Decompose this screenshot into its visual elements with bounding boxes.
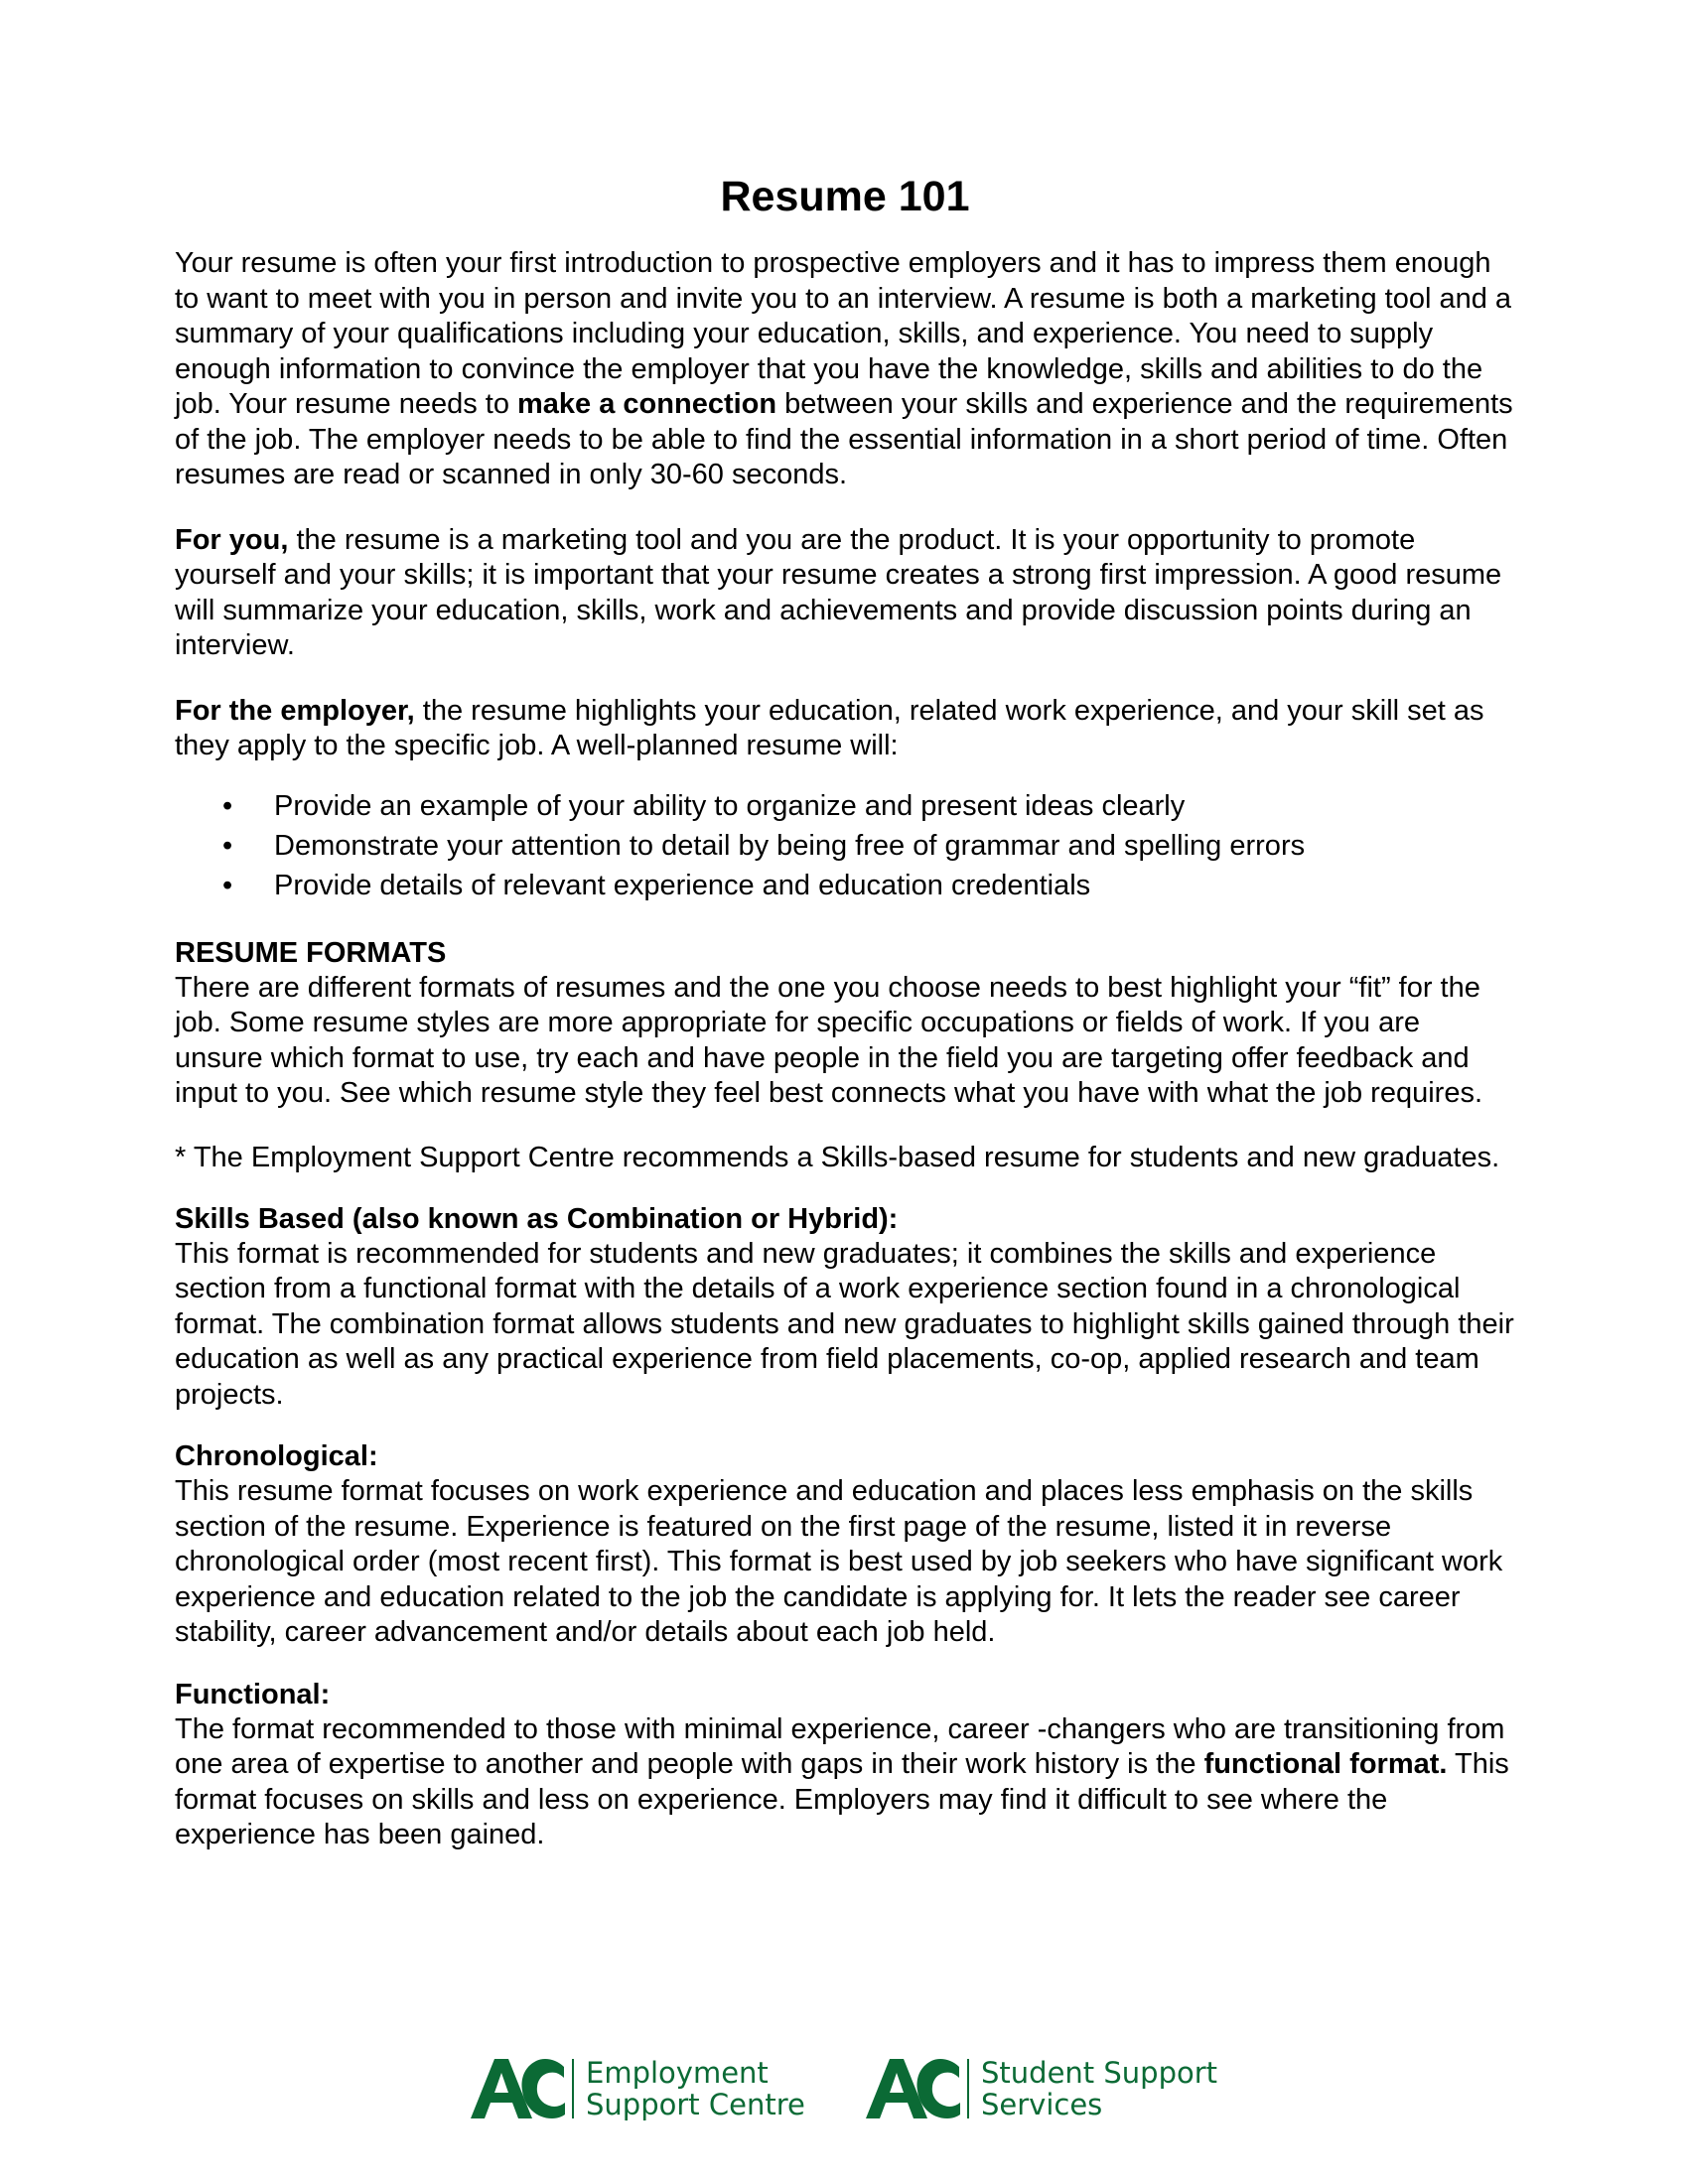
functional-text-2: This format focuses on skills and less on experience. Employers may find it difficult to see where the experience has been gained. (175, 1748, 1509, 1850)
chronological-section (175, 1438, 1515, 1651)
functional-bold-text: functional format. (1203, 1748, 1448, 1780)
chronological-heading: Chronological: (175, 1440, 378, 1472)
page-title: Resume 101 (720, 173, 970, 220)
ac-logo-icon (866, 2057, 961, 2120)
resume-formats-section (175, 935, 1515, 1112)
for-you-text: the resume is a marketing tool and you are the product. It is your opportunity to promote yourself and your skills; it is important that your resume creates a strong first impression. A good resume will summarize your education, skills, work and achievements and provide discussion points during an interview. (175, 523, 1502, 661)
logo-line-1: Student Support (981, 2056, 1218, 2090)
bullet-icon: • (222, 789, 233, 822)
skills-based-heading: Skills Based (also known as Combination or Hybrid): (175, 1202, 899, 1235)
logo-divider (967, 2059, 969, 2118)
for-employer-paragraph (175, 694, 1515, 764)
functional-text (175, 1712, 1515, 1853)
list-item-text: Provide an example of your ability to organize and present ideas clearly (274, 789, 1186, 822)
employment-support-centre-logo (471, 2053, 805, 2124)
for-you-paragraph (175, 523, 1515, 664)
bullet-list (175, 786, 1515, 905)
logo-line-1: Employment (586, 2056, 769, 2090)
recommendation-note: * The Employment Support Centre recommends a Skills-based resume for students and new graduates. (175, 1141, 1500, 1173)
logo-line-2: Support Centre (586, 2088, 805, 2121)
document-page (175, 167, 1515, 1879)
bullet-icon: • (222, 869, 233, 901)
bullet-icon: • (222, 829, 233, 862)
student-support-services-logo (866, 2053, 1217, 2124)
logo-text (981, 2057, 1217, 2120)
logo-line-2: Services (981, 2088, 1103, 2121)
intro-paragraph (175, 246, 1515, 493)
chronological-text: This resume format focuses on work experience and education and places less emphasis on the skills section of the resume. Experience is featured on the first page of the resume, listed it in reverse chronological order (most recent first). This format is best used by job seekers who have significant work experience and education related to the job the candidate is applying for. It lets the reader see career stability, career advancement and/or details about each job held. (175, 1475, 1503, 1648)
list-item (175, 826, 1515, 866)
for-employer-label: For the employer, (175, 694, 415, 727)
resume-formats-heading: RESUME FORMATS (175, 936, 447, 969)
logo-text (586, 2057, 805, 2120)
functional-heading: Functional: (175, 1678, 331, 1710)
ac-logo-icon (471, 2057, 566, 2120)
for-employer-text: the resume highlights your education, related work experience, and your skill set as they apply to the specific job. A well-planned resume will: (175, 694, 1484, 761)
intro-bold-text: make a connection (517, 388, 777, 420)
functional-text-1: The format recommended to those with minimal experience, career -changers who are transitioning from one area of expertise to another and people with gaps in their work history is the (175, 1712, 1505, 1780)
list-item (175, 786, 1515, 826)
skills-based-section (175, 1201, 1515, 1414)
resume-formats-text: There are different formats of resumes and the one you choose needs to best highlight your “fit” for the job. Some resume styles are more appropriate for specific occupations or fields of work. If you are unsure which format to use, try each and have people in the field you are targeting offer feedback and input to you. See which resume style they feel best connects what you have with what the job requires. (175, 971, 1483, 1109)
logo-divider (572, 2059, 574, 2118)
list-item (175, 866, 1515, 905)
list-item-text: Provide details of relevant experience and education credentials (274, 869, 1091, 901)
skills-based-text: This format is recommended for students and new graduates; it combines the skills and experience section from a functional format with the details of a work experience section found in a chronological format. The combination format allows students and new graduates to highlight skills gained through their education as well as any practical experience from field placements, co-op, applied research and team projects. (175, 1237, 1514, 1411)
list-item-text: Demonstrate your attention to detail by being free of grammar and spelling errors (274, 829, 1306, 862)
functional-section (175, 1677, 1515, 1853)
intro-text-1: Your resume is often your first introduction to prospective employers and it has to impress them enough to want to meet with you in person and invite you to an interview. A resume is both a marketing tool and a summary of your qualifications including your education, skills, and experience. You need to supply enough information to convince the employer that you have the knowledge, skills and abilities to do the job. Your resume needs to (175, 247, 1512, 420)
intro-text-2: between your skills and experience and the requirements of the job. The employer needs to be able to find the essential information in a short period of time. Often resumes are read or scanned in only 30-60 seconds. (175, 388, 1513, 490)
footer-logos (471, 2053, 1265, 2132)
for-you-label: For you, (175, 523, 289, 556)
